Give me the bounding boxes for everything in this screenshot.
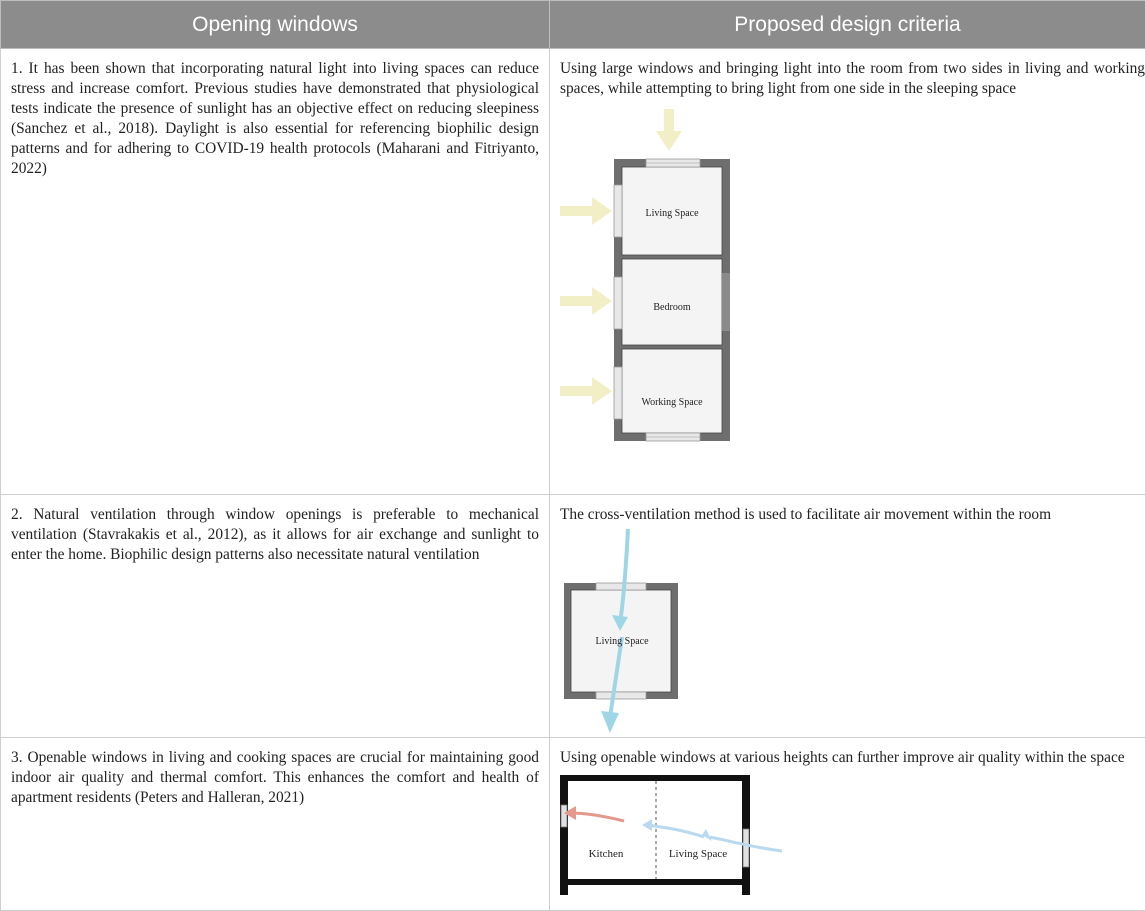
row1-left-text: 1. It has been shown that incorporating natural light into living spaces can reduce stress and increase comfort. Previous studies have demonstrated that physiological tests indicate the presence of sunlight has an objective effect on reducing sleepiness (Sanchez et al., 2018). Daylight is also essential for referencing biophilic design patterns and for adhering to COVID-19 health protocols (Maharani and Fitriyanto, 2022) <box>11 60 539 177</box>
header-proposed-design-criteria: Proposed design criteria <box>550 1 1145 49</box>
row3-left-text: 3. Openable windows in living and cooking spaces are crucial for maintaining good indoor air quality and thermal comfort. This enhances the comfort and health of apartment residents (Peters and Halleran, 2021) <box>11 749 539 806</box>
cross-ventilation-diagram <box>560 527 700 737</box>
table-cell-left <box>1 495 550 738</box>
room-label-living-space: Living Space <box>645 208 699 219</box>
table-cell-right <box>550 738 1145 911</box>
light-arrow-left-3 <box>560 377 612 405</box>
room-label-bedroom: Bedroom <box>653 302 691 313</box>
table-cell-left <box>1 738 550 911</box>
header-opening-windows: Opening windows <box>1 1 550 49</box>
table-cell-left <box>1 49 550 495</box>
light-arrow-left-2 <box>560 287 612 315</box>
window-heights-diagram <box>560 771 790 901</box>
light-arrow-left-1 <box>560 197 612 225</box>
window-left-1 <box>614 185 622 237</box>
table-row <box>1 738 1145 911</box>
window-left-3 <box>614 367 622 419</box>
table-row <box>1 495 1145 738</box>
row1-right-text: Using large windows and bringing light into the room from two sides in living and working spaces, while attempting to bring light from one side in the sleeping space <box>560 60 1145 97</box>
room-label-kitchen: Kitchen <box>588 848 624 860</box>
room-label-living-space: Living Space <box>668 848 728 860</box>
header-row <box>1 1 1145 49</box>
daylight-floorplan-diagram <box>560 105 760 445</box>
table-row <box>1 49 1145 495</box>
table-cell-right <box>550 49 1145 495</box>
window-left-2 <box>614 277 622 329</box>
room-label-living-space: Living Space <box>595 636 649 647</box>
row2-left-text: 2. Natural ventilation through window openings is preferable to mechanical ventilation (Stavrakakis et al., 2012), as it allows for air exchange and sunlight to enter the home. Biophilic design patterns also necessitate natural ventilation <box>11 506 539 563</box>
table-cell-right <box>550 495 1145 738</box>
row2-right-text: The cross-ventilation method is used to facilitate air movement within the room <box>560 506 1052 523</box>
light-arrow-top <box>656 109 682 151</box>
row3-right-text: Using openable windows at various heights can further improve air quality within the space <box>560 749 1125 766</box>
room-label-working-space: Working Space <box>641 397 703 408</box>
air-flow-arrow-red-out <box>570 813 624 821</box>
